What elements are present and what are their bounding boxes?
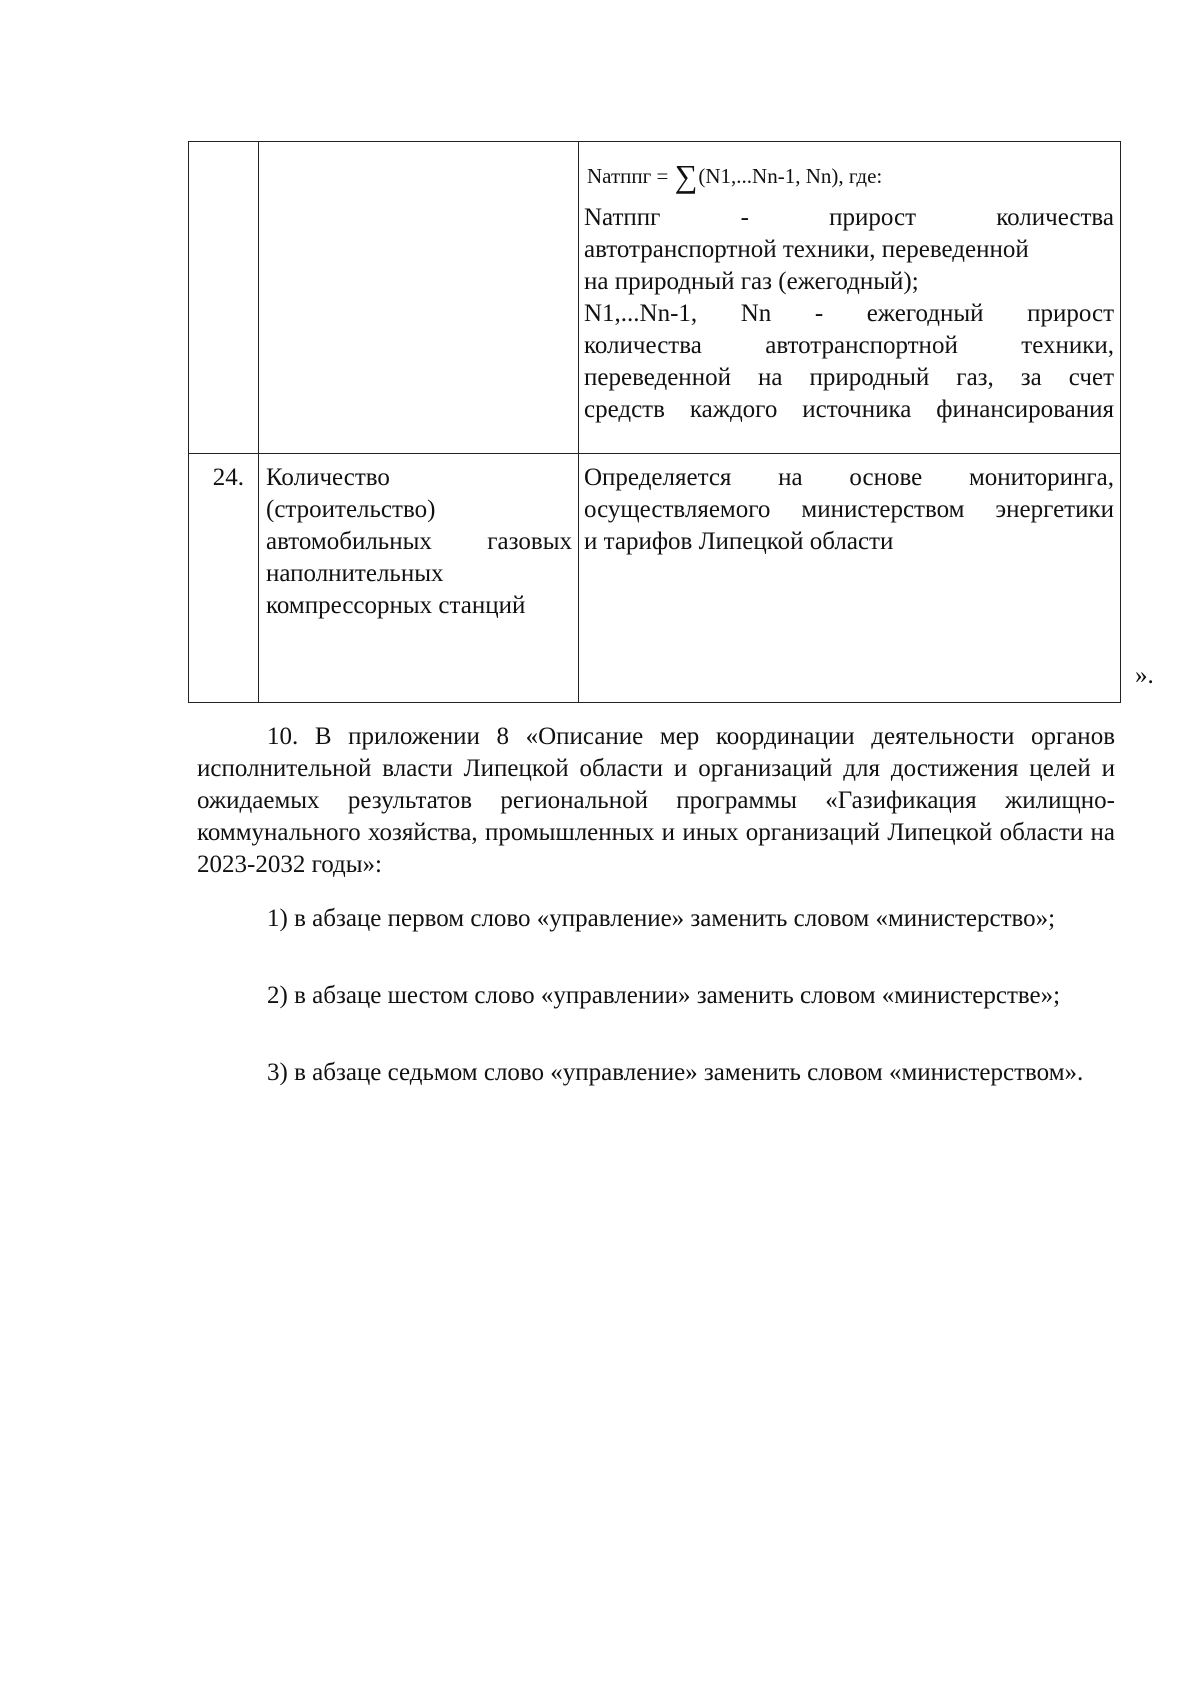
paragraph-10 — [197, 721, 1115, 881]
name-line: наполнительных — [266, 560, 444, 587]
indicator-name-cell — [259, 454, 579, 703]
list-item-3 — [197, 1057, 1115, 1089]
formula-definitions — [579, 202, 1120, 426]
closing-quote: ». — [1135, 662, 1154, 689]
table-row — [189, 142, 1121, 454]
definition-line: количества автотранспортной техники, — [584, 332, 1114, 359]
name-line: (строительство) — [266, 496, 436, 523]
formula-rhs: (N1,...Nn-1, Nn), где: — [698, 164, 883, 188]
calculation-method-cell — [579, 142, 1121, 454]
method-line: осуществляемого министерством энергетики — [584, 496, 1114, 523]
definition-line: Nатппг - прирост количества — [584, 204, 1114, 231]
paragraph-text: 10. В приложении 8 «Описание мер координации деятельности органов исполнительной власти Липецкой области и организаций для достижения целей и ожидаемых результатов региональной программы «Газификация жилищно-коммунального хозяйства, промышленных и иных организаций Липецкой области на 2023-2032 годы»: — [197, 723, 1115, 878]
list-item-text: 3) в абзаце седьмом слово «управление» заменить словом «министерством». — [267, 1059, 1084, 1086]
list-item-2 — [197, 980, 1115, 1012]
definition-line: средств каждого источника финансирования — [584, 396, 1114, 423]
formula-lhs: Nатппг — [587, 164, 652, 188]
name-line: автомобильных газовых — [266, 528, 572, 555]
definition-line: на природный газ (ежегодный); — [584, 268, 919, 295]
sigma-symbol: ∑ — [674, 158, 698, 194]
list-item-text: 1) в абзаце первом слово «управление» заменить словом «министерство»; — [267, 905, 1056, 932]
method-line: Определяется на основе мониторинга, — [584, 464, 1114, 491]
list-item-text: 2) в абзаце шестом слово «управлении» заменить словом «министерстве»; — [267, 982, 1061, 1009]
row-number-cell — [189, 142, 259, 454]
row-number-cell: 24. — [189, 454, 259, 703]
indicator-name-cell — [259, 142, 579, 454]
table-row — [189, 454, 1121, 703]
name-line: Количество — [266, 464, 390, 491]
calculation-method-cell — [579, 454, 1121, 703]
formula — [579, 142, 1120, 202]
list-item-1 — [197, 903, 1115, 935]
indicators-table — [188, 141, 1121, 703]
method-line: и тарифов Липецкой области — [584, 528, 894, 555]
definition-line: N1,...Nn-1, Nn - ежегодный прирост — [584, 300, 1114, 327]
formula-equals: = — [656, 164, 669, 188]
definition-line: переведенной на природный газ, за счет — [584, 364, 1114, 391]
definition-line: автотранспортной техники, переведенной — [584, 236, 1029, 263]
name-line: компрессорных станций — [266, 592, 526, 619]
